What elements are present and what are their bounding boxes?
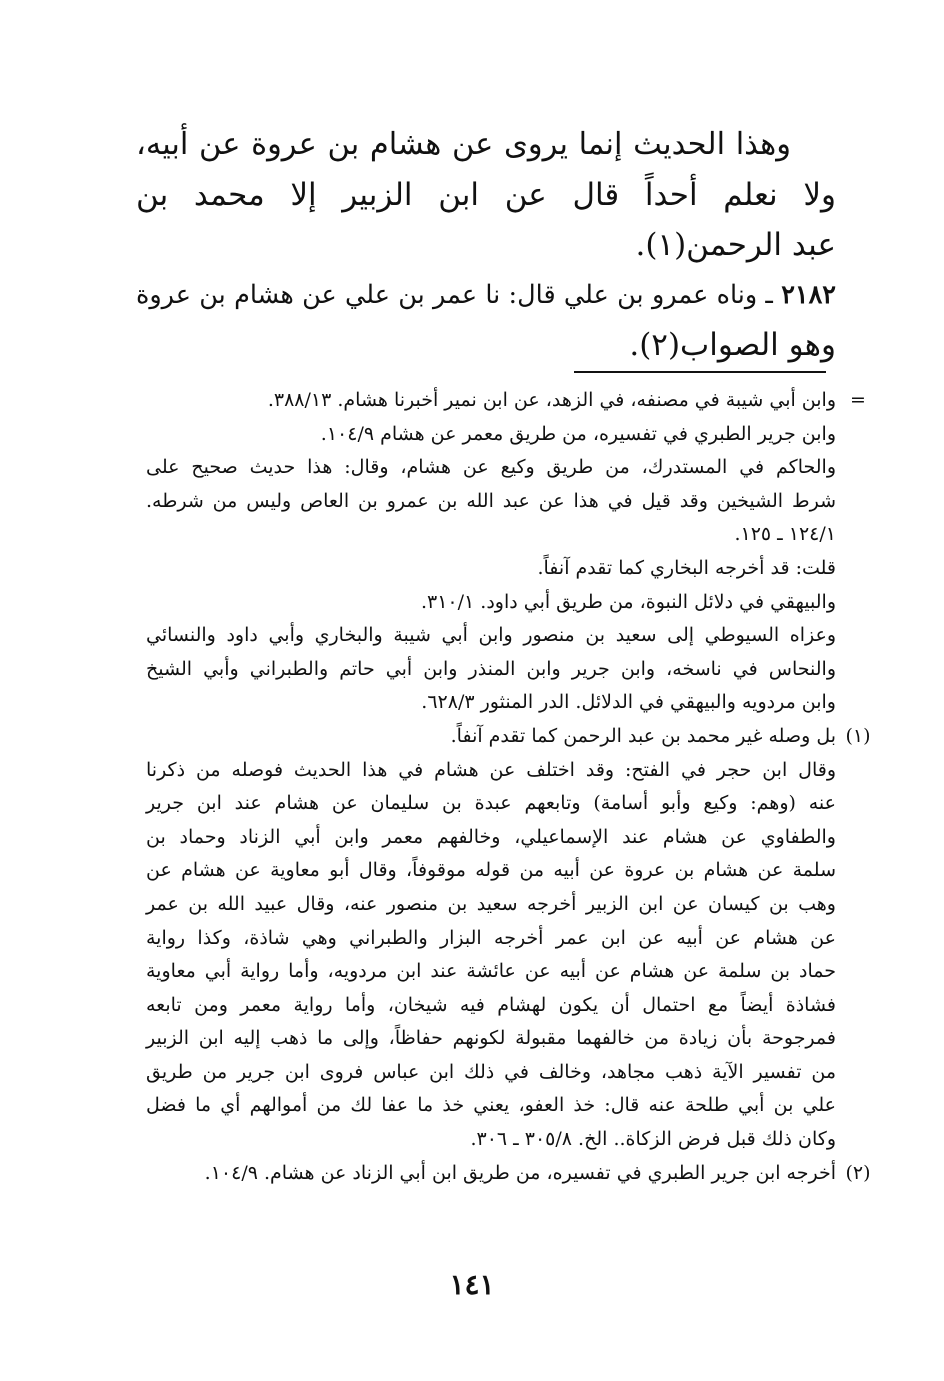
- footnote-2: (٢) أخرجه ابن جرير الطبري في تفسيره، من طريق ابن أبي الزناد عن هشام. ١٠٤/٩.: [146, 1157, 836, 1191]
- footnote-line: علي بن أبي طلحة عنه قال: خذ العفو، يعني خذ ما عفا لك من أموالهم أي ما فضل: [146, 1094, 836, 1117]
- footnote-line: وابن مردويه والبيهقي في الدلائل. الدر المنثور ٦٢٨/٣.: [421, 691, 836, 714]
- continuation-marker: =: [850, 389, 866, 411]
- footnote-line: وابن جرير الطبري في تفسيره، من طريق معمر عن هشام ١٠٤/٩.: [320, 422, 836, 445]
- footnote-line: حماد بن سلمة عن هشام عن أبيه عن عائشة عند ابن مردويه، وأما رواية أبي معاوية: [146, 960, 836, 983]
- footnote-line: عن هشام عن أبيه عن ابن عمر أخرجه البزار والطبراني وهي شاذة، وكذا رواية: [146, 926, 836, 949]
- footnote-line: = وابن أبي شيبة في مصنفه، في الزهد، عن ابن نمير أخبرنا هشام. ٣٨٨/١٣.: [146, 384, 836, 418]
- footnote-line: والحاكم في المستدرك، من طريق وكيع عن هشام، وقال: هذا حديث صحيح على: [146, 456, 836, 479]
- footnote-line: وقال ابن حجر في الفتح: وقد اختلف عن هشام في هذا الحديث فوصله من ذكرنا: [146, 758, 836, 781]
- footnote-line: فمرجوحة بأن زيادة من خالفهما مقبولة لكونهم حفاظاً، وإلى ما ذهب إليه ابن الزبير: [146, 1027, 836, 1050]
- footnote-line: فشاذة أيضاً مع احتمال أن يكون لهشام فيه شيخان، وأما رواية معمر ومن تابعه: [146, 993, 836, 1016]
- footnote-marker: (٢): [845, 1161, 871, 1184]
- footnote-line: والطفاوي عن هشام عند الإسماعيلي، وخالفهم معمر وابن أبي الزناد وحماد بن: [146, 825, 836, 848]
- footnote-line: سلمة عن هشام بن عروة عن أبيه من قوله موقوفاً، وقال أبو معاوية عن هشام عن: [146, 859, 836, 882]
- footnote-line: شرط الشيخين وقد قيل في هذا عن عبد الله بن عمرو بن العاص وليس من شرطه.: [146, 489, 836, 512]
- footnote-line: وكان ذلك قبل فرض الزكاة.. الخ. ٣٠٥/٨ ـ ٣٠٦.: [470, 1128, 836, 1151]
- footnote-line: والبيهقي في دلائل النبوة، من طريق أبي داود. ٣١٠/١.: [420, 590, 836, 613]
- main-text-line: وهذا الحديث إنما يروى عن هشام بن عروة عن أبيه،: [136, 127, 791, 162]
- main-text: [136, 120, 836, 370]
- hadith-number: ٢١٨٢: [781, 280, 837, 310]
- footnote-line: ١٢٤/١ ـ ١٢٥.: [734, 523, 836, 546]
- hadith-line: [136, 270, 836, 320]
- footnotes: [146, 384, 871, 1190]
- main-text-line: وهو الصواب(٢).: [629, 327, 836, 363]
- footnote-line: قلت: قد أخرجه البخاري كما تقدم آنفاً.: [537, 556, 836, 579]
- main-text-line: عبد الرحمن(١).: [635, 227, 836, 263]
- footnote-line: وعزاه السيوطي إلى سعيد بن منصور وابن أبي شيبة والبخاري وأبي داود والنسائي: [146, 624, 836, 647]
- footnote-line: وهب بن كيسان عن ابن الزبير أخرجه سعيد بن منصور عنه، وقال عبيد الله بن عمر: [146, 892, 836, 915]
- footnote-1: (١) بل وصله غير محمد بن عبد الرحمن كما تقدم آنفاً.: [146, 720, 836, 754]
- page-number: ١٤١: [449, 1268, 495, 1301]
- footnote-line: عنه (وهم: وكيع وأبو أسامة) وتابعهم عبدة بن سليمان عن هشام عند ابن جرير: [146, 792, 836, 815]
- footnote-line: والنحاس في ناسخه، وابن جرير وابن المنذر وابن أبي حاتم والطبراني وأبي الشيخ: [146, 657, 836, 680]
- footnote-separator: [574, 371, 826, 373]
- hadith-text: ـ وناه عمرو بن علي قال: نا عمر بن علي عن هشام بن عروة: [136, 280, 773, 310]
- footnote-marker: (١): [845, 724, 871, 747]
- main-text-line: ولا نعلم أحداً قال عن ابن الزبير إلا محمد بن: [136, 177, 836, 213]
- footnote-line: من تفسير الآية ذهب مجاهد، وخالف في ذلك ابن عباس فروى ابن جرير من طريق: [146, 1060, 837, 1083]
